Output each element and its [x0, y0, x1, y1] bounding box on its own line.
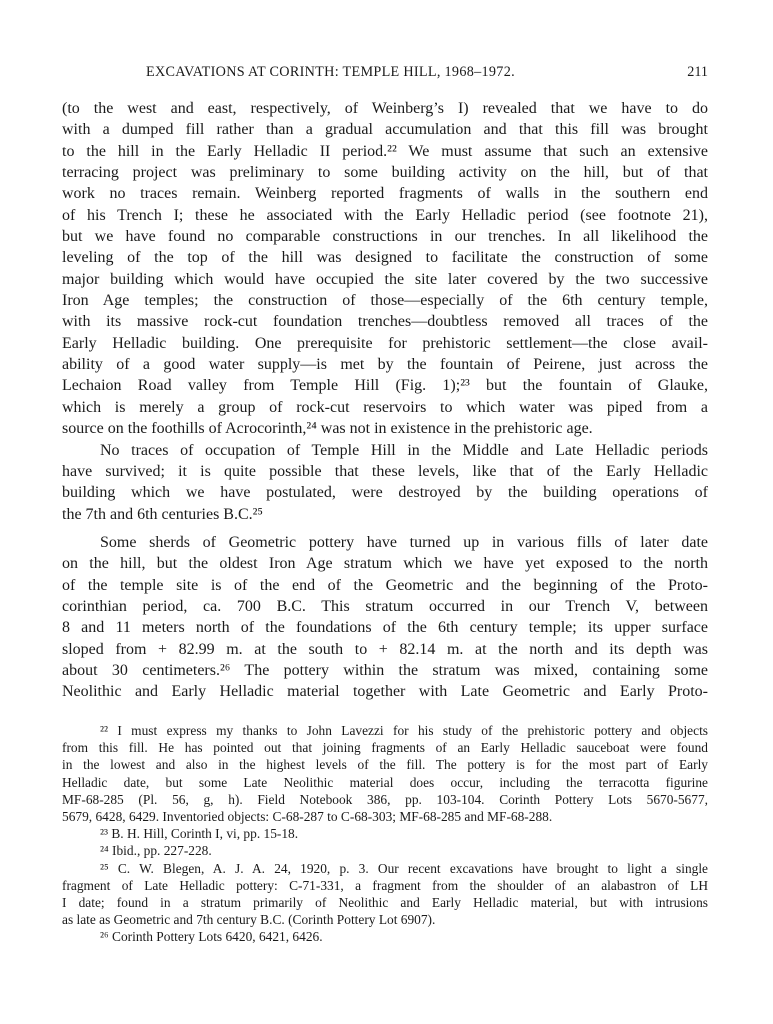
body-line: with a dumped fill rather than a gradual accumulation and that this fill was brought — [62, 121, 708, 139]
body-line: Lechaion Road valley from Temple Hill (Fig. 1);²³ but the fountain of Glauke, — [62, 377, 708, 395]
body-line: terracing project was preliminary to some building activity on the hill, but of that — [62, 164, 708, 182]
body-line: of his Trench I; these he associated with the Early Helladic period (see footnote 21), — [62, 206, 708, 224]
body-line: Early Helladic building. One prerequisite for prehistoric settlement—the close avail- — [62, 334, 708, 352]
body-line: Some sherds of Geometric pottery have turned up in various fills of later date — [100, 533, 708, 551]
page-number: 211 — [687, 64, 708, 80]
footnote-line: fragment of Late Helladic pottery: C-71-331, a fragment from the shoulder of an alabastron of LH — [62, 877, 708, 893]
body-line: to the hill in the Early Helladic II period.²² We must assume that such an extensive — [62, 142, 708, 160]
footnote-line: ²⁶ Corinth Pottery Lots 6420, 6421, 6426. — [100, 929, 323, 945]
body-line: but we have found no comparable constructions in our trenches. In all likelihood the — [62, 228, 708, 246]
running-title: EXCAVATIONS AT CORINTH: TEMPLE HILL, 1968–1972. — [146, 64, 515, 80]
body-line: major building which would have occupied the site later covered by the two successive — [62, 270, 708, 288]
footnote-line: ²⁵ C. W. Blegen, A. J. A. 24, 1920, p. 3. Our recent excavations have brought to light a single — [100, 860, 708, 876]
body-line: 8 and 11 meters north of the foundations of the 6th century temple; its upper surface — [62, 619, 708, 637]
body-line: corinthian period, ca. 700 B.C. This stratum occurred in our Trench V, between — [62, 597, 708, 615]
body-line: Neolithic and Early Helladic material together with Late Geometric and Early Proto- — [62, 683, 708, 701]
body-line: No traces of occupation of Temple Hill in the Middle and Late Helladic periods — [100, 441, 708, 459]
footnote-line: ²³ B. H. Hill, Corinth I, vi, pp. 15-18. — [100, 826, 299, 842]
body-line: source on the foothills of Acrocorinth,²⁴ was not in existence in the prehistoric age. — [62, 420, 593, 438]
body-line: the 7th and 6th centuries B.C.²⁵ — [62, 505, 264, 523]
footnote-line: I date; found in a stratum primarily of Neolithic and Early Helladic material, but with intrusions — [62, 895, 708, 911]
footnote-line: MF-68-285 (Pl. 56, g, h). Field Notebook 386, pp. 103-104. Corinth Pottery Lots 5670-5677, — [62, 791, 708, 807]
running-header — [62, 64, 708, 86]
body-line: which is merely a group of rock-cut reservoirs to which water was piped from a — [62, 398, 708, 416]
body-line: work no traces remain. Weinberg reported fragments of walls in the southern end — [62, 185, 708, 203]
body-text — [62, 100, 708, 705]
footnote-line: as late as Geometric and 7th century B.C. (Corinth Pottery Lot 6907). — [62, 912, 436, 928]
footnote-line: in the lowest and also in the highest levels of the fill. The pottery is for the most part of Early — [62, 757, 708, 773]
body-line: about 30 centimeters.²⁶ The pottery within the stratum was mixed, containing some — [62, 661, 708, 679]
body-line: building which we have postulated, were destroyed by the building operations of — [62, 484, 708, 502]
footnote-line: ²² I must express my thanks to John Lavezzi for his study of the prehistoric pottery and objects — [100, 723, 708, 738]
body-line: leveling of the top of the hill was designed to facilitate the construction of some — [62, 249, 708, 267]
footnote-line: from this fill. He has pointed out that joining fragments of an Early Helladic sauceboat were found — [62, 740, 708, 756]
body-line: (to the west and east, respectively, of Weinberg’s I) revealed that we have to do — [62, 100, 708, 117]
footnote-line: ²⁴ Ibid., pp. 227-228. — [100, 843, 212, 859]
body-line: Iron Age temples; the construction of those—especially of the 6th century temple, — [62, 292, 708, 310]
footnote-line: 5679, 6428, 6429. Inventoried objects: C-68-287 to C-68-303; MF-68-285 and MF-68-288. — [62, 809, 553, 825]
body-line: of the temple site is of the end of the Geometric and the beginning of the Proto- — [62, 576, 708, 594]
body-line: have survived; it is quite possible that these levels, like that of the Early Helladic — [62, 462, 708, 480]
body-line: ability of a good water supply—is met by the fountain of Peirene, just across the — [62, 356, 708, 374]
body-line: with its massive rock-cut foundation trenches—doubtless removed all traces of the — [62, 313, 708, 331]
footnote-line: Helladic date, but some Late Neolithic material does occur, including the terracotta figurine — [62, 774, 708, 790]
body-line: sloped from + 82.99 m. at the south to + 82.14 m. at the north and its depth was — [62, 640, 708, 658]
body-line: on the hill, but the oldest Iron Age stratum which we have yet exposed to the north — [62, 555, 708, 573]
footnotes — [62, 722, 708, 946]
